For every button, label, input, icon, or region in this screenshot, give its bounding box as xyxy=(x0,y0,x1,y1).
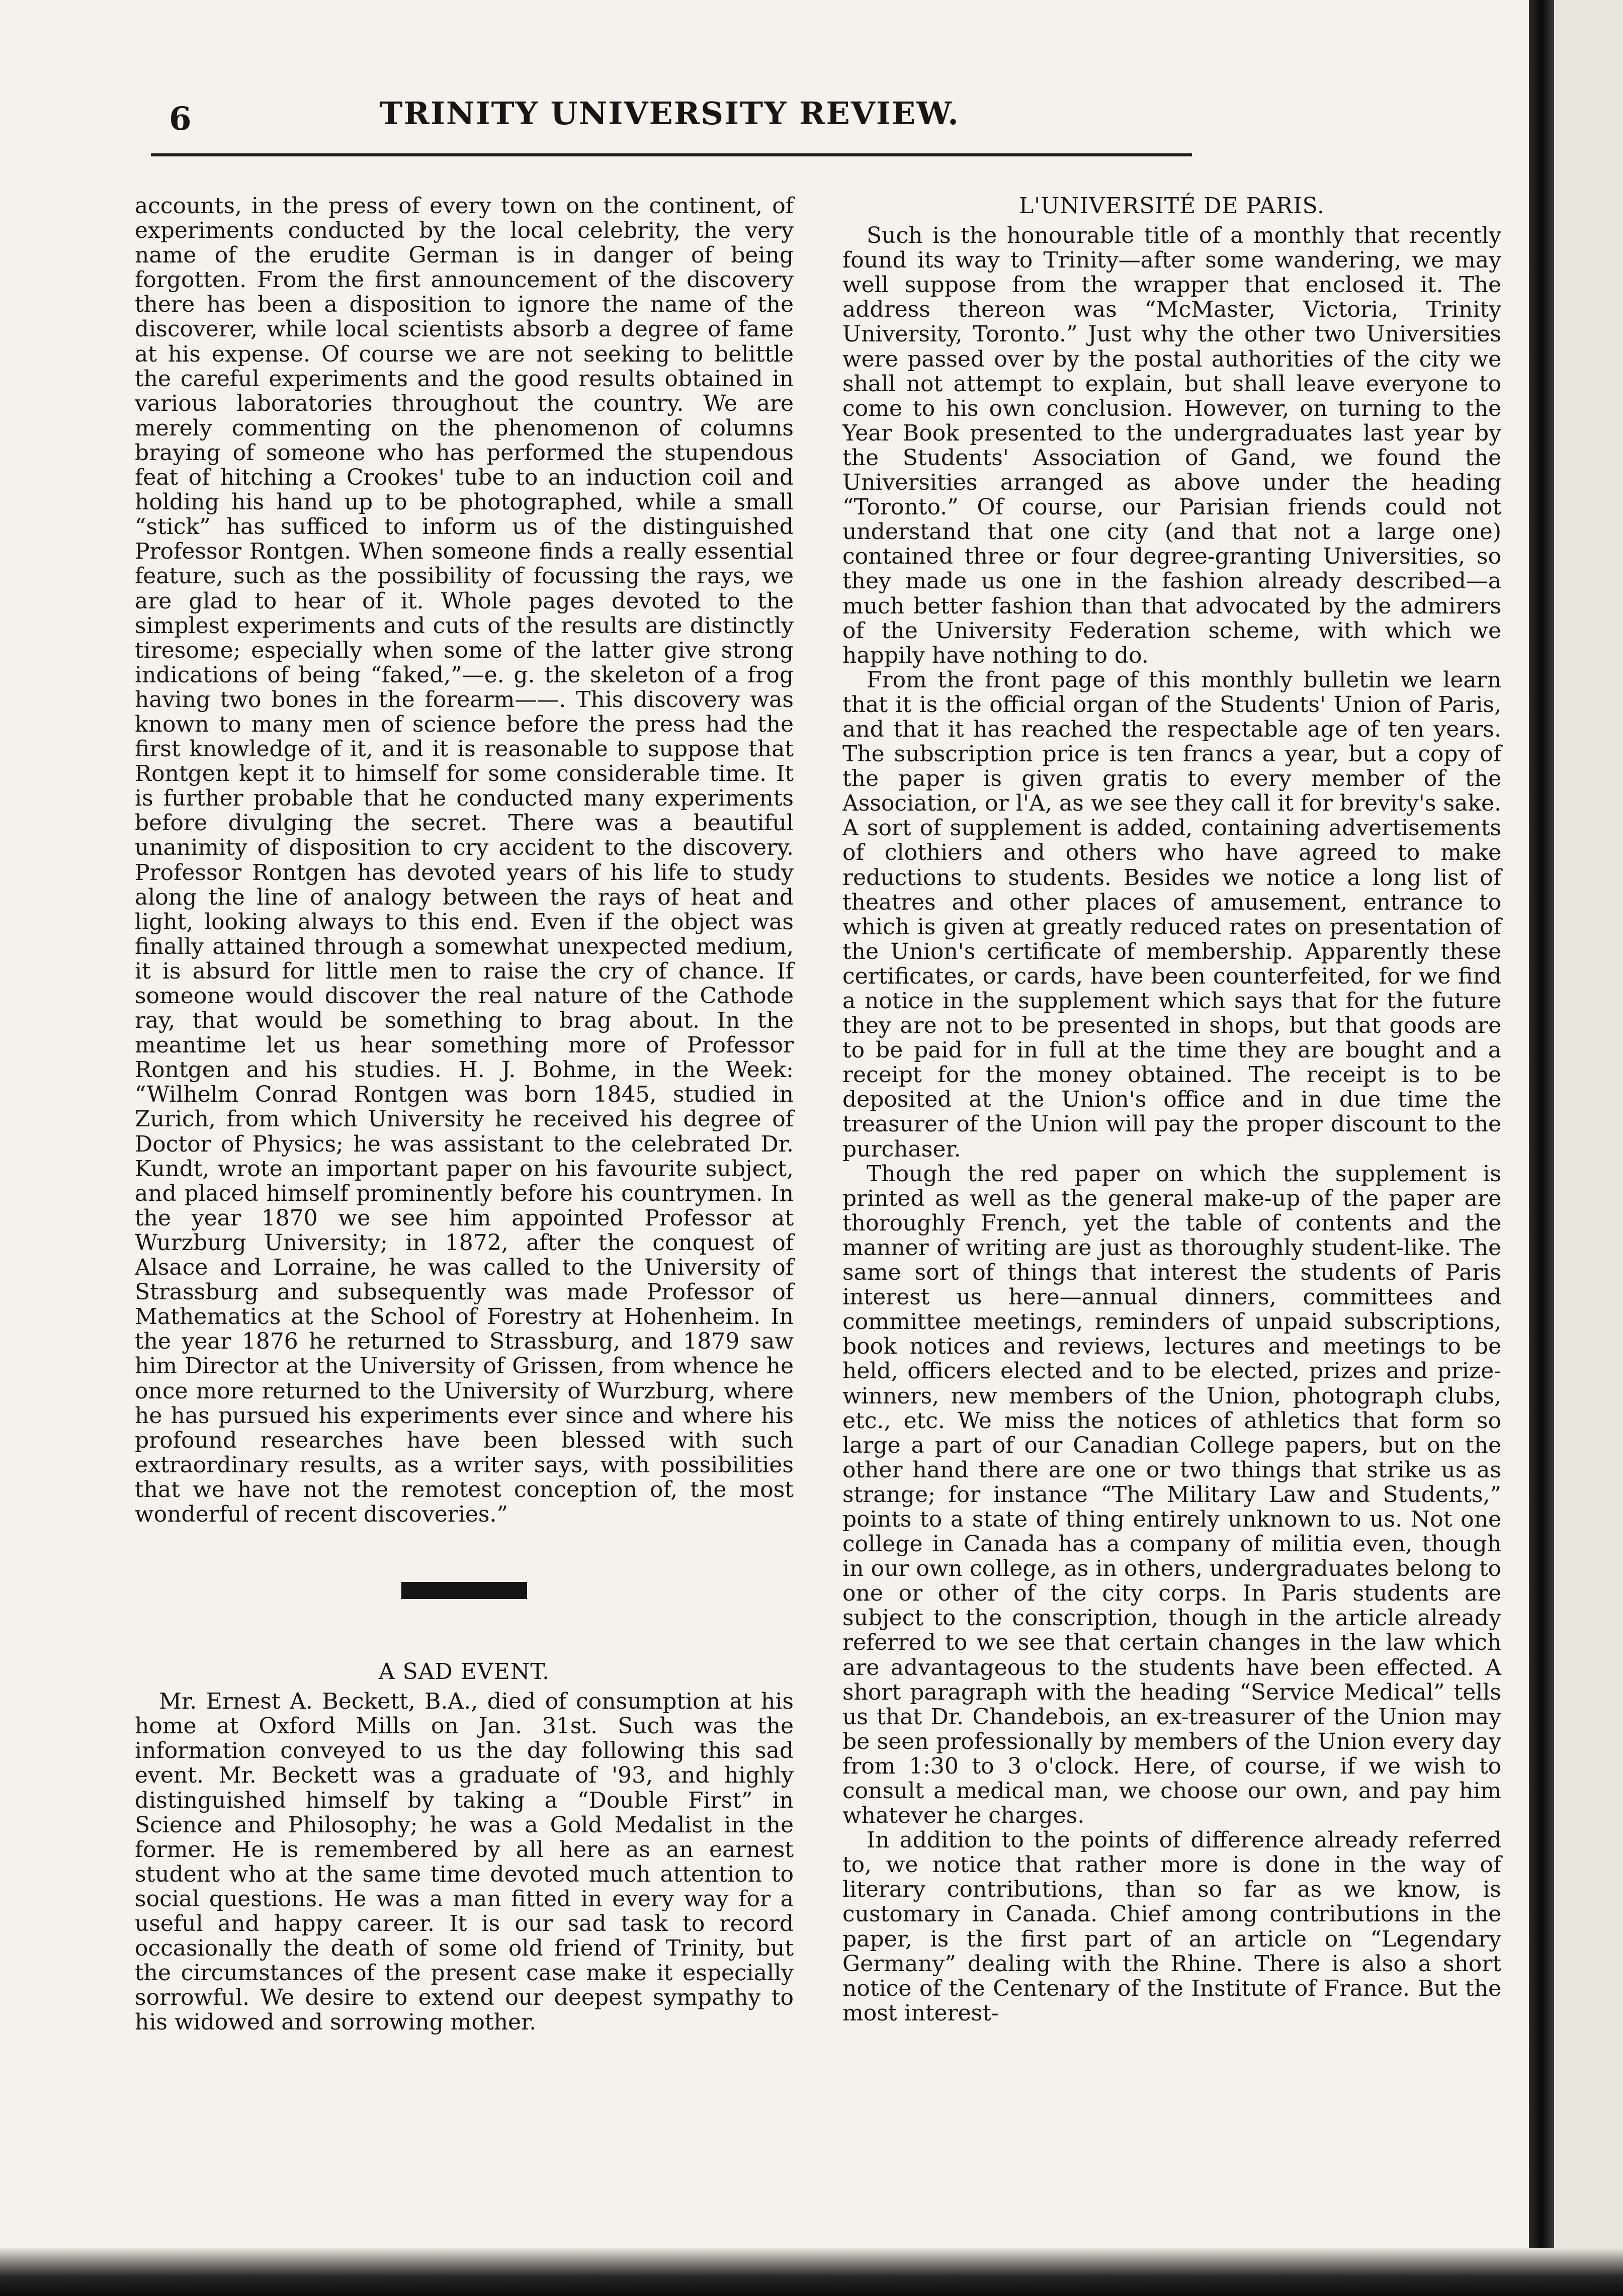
sad-event-paragraph: Mr. Ernest A. Beckett, B.A., died of consumption at his home at Oxford Mills on Jan. 31st. Such was the information conveyed to us the day following this sad event. Mr. Beckett was a graduate of '93, and highly distinguished himself by taking a “Double First” in Science and Philosophy; he was a Gold Medalist in the former. He is remembered by all here as an earnest student who at the same time devoted much attention to social questions. He was a man fitted in every way for a useful and happy career. It is our sad task to record occasionally the death of some old friend of Trinity, but the circumstances of the present case make it especially sorrowful. We desire to extend our deepest sympathy to his widowed and sorrowing mother. xyxy=(135,1689,794,2036)
publication-title: TRINITY UNIVERSITY REVIEW. xyxy=(379,95,960,132)
rontgen-article-continuation: accounts, in the press of every town on the continent, of experiments conducted by the local celebrity, the very name of the erudite German is in danger of being forgotten. From the first announcement of the discovery there has been a disposition to ignore the name of the discoverer, while local scientists absorb a degree of fame at his expense. Of course we are not seeking to belittle the careful experiments and the good results obtained in various laboratories throughout the country. We are merely commenting on the phenomenon of columns braying of someone who has performed the stupendous feat of hitching a Crookes' tube to an induction coil and holding his hand up to be photographed, while a small “stick” has sufficed to inform us of the distinguished Professor Rontgen. When someone finds a really essential feature, such as the possibility of focussing the rays, we are glad to hear of it. Whole pages devoted to the simplest experiments and cuts of the results are distinctly tiresome; especially when some of the latter give strong indications of being “faked,”—e. g. the skeleton of a frog having two bones in the forearm——. This discovery was known to many men of science before the press had the first knowledge of it, and it is reasonable to suppose that Rontgen kept it to himself for some considerable time. It is further probable that he conducted many experiments before divulging the secret. There was a beautiful unanimity of disposition to cry accident to the discovery. Professor Rontgen has devoted years of his life to study along the line of analogy between the rays of heat and light, looking always to this end. Even if the object was finally attained through a somewhat unexpected medium, it is absurd for little men to raise the cry of chance. If someone would discover the real nature of the Cathode ray, that would be something to brag about. In the meantime let us hear something more of Professor Rontgen and his studies. H. J. Bohme, in the Week: “Wilhelm Conrad Rontgen was born 1845, studied in Zurich, from which University he received his degree of Doctor of Physics; he was assistant to the celebrated Dr. Kundt, wrote an important paper on his favourite subject, and placed himself prominently before his countrymen. In the year 1870 we see him appointed Professor at Wurzburg University; in 1872, after the conquest of Alsace and Lorraine, he was called to the University of Strassburg and subsequently was made Professor of Mathematics at the School of Forestry at Hohenheim. In the year 1876 he returned to Strassburg, and 1879 saw him Director at the University of Grissen, from whence he once more returned to the University of Wurzburg, where he has pursued his experiments ever since and where his profound researches have been blessed with such extraordinary results, as a writer says, with possibilities that we have not the remotest conception of, the most wonderful of recent discoveries.” xyxy=(135,193,794,1527)
section-divider-bar xyxy=(401,1582,527,1599)
right-column xyxy=(842,194,1501,2025)
binding-gutter-shadow xyxy=(1529,0,1554,2296)
page-number: 6 xyxy=(169,100,192,138)
scan-bottom-edge xyxy=(0,2248,1623,2296)
article-paragraph: Such is the honourable title of a monthly that recently found its way to Trinity—after some wandering, we may well suppose from the wrapper that enclosed it. The address thereon was “McMaster, Victoria, Trinity University, Toronto.” Just why the other two Universities were passed over by the postal authorities of the city we shall not attempt to explain, but shall leave everyone to come to his own conclusion. However, on turning to the Year Book presented to the undergraduates last year by the Students' Association of Gand, we found the Universities arranged as above under the heading “Toronto.” Of course, our Parisian friends could not understand that one city (and that not a large one) contained three or four degree-granting Universities, so they made us one in the fashion already described—a much better fashion than that advocated by the admirers of the University Federation scheme, with which we happily have nothing to do. xyxy=(842,223,1501,668)
adjacent-page-edge xyxy=(1554,0,1623,2296)
sad-event-title: A SAD EVENT. xyxy=(378,1659,550,1685)
article-paragraph: From the front page of this monthly bulletin we learn that it is the official organ of the Students' Union of Paris, and that it has reached the respectable age of ten years. The subscription price is ten francs a year, but a copy of the paper is given gratis to every member of the Association, or l'A, as we see they call it for brevity's sake. A sort of supplement is added, containing advertisements of clothiers and others who have agreed to make reductions to students. Besides we notice a long list of theatres and other places of amusement, entrance to which is given at greatly reduced rates on presentation of the Union's certificate of membership. Apparently these certificates, or cards, have been counterfeited, for we find a notice in the supplement which says that for the future they are not to be presented in shops, but that goods are to be paid for in full at the time they are bought and a receipt for the money obtained. The receipt is to be deposited at the Union's office and in due time the treasurer of the Union will pay the proper discount to the purchaser. xyxy=(842,667,1501,1162)
header-rule xyxy=(151,153,1192,156)
universite-de-paris-title: L'UNIVERSITÉ DE PARIS. xyxy=(1018,193,1325,219)
article-paragraph: Though the red paper on which the supplement is printed as well as the general make-up of the paper are thoroughly French, yet the table of contents and the manner of writing are just as thoroughly student-like. The same sort of things that interest the students of Paris interest us here—annual dinners, committees and committee meetings, reminders of unpaid subscriptions, book notices and reviews, lectures and meetings to be held, officers elected and to be elected, prizes and prize-winners, new members of the Union, photograph clubs, etc., etc. We miss the notices of athletics that form so large a part of our Canadian College papers, but on the other hand there are one or two things that strike us as strange; for instance “The Military Law and Students,” points to a state of thing entirely unknown to us. Not one college in Canada has a company of militia even, though in our own college, as in others, undergraduates belong to one or other of the city corps. In Paris students are subject to the conscription, though in the article already referred to we see that certain changes in the law which are advantageous to the students have been effected. A short paragraph with the heading “Service Medical” tells us that Dr. Chandebois, an ex-treasurer of the Union may be seen professionally by members of the Union every day from 1:30 to 3 o'clock. Here, of course, if we wish to consult a medical man, we choose our own, and pay him whatever he charges. xyxy=(842,1161,1501,1829)
left-column xyxy=(135,194,794,2035)
article-paragraph: In addition to the points of difference already referred to, we notice that rather more is done in the way of literary contributions, than so far as we know, is customary in Canada. Chief among contributions in the paper, is the first part of an article on “Legendary Germany” dealing with the Rhine. There is also a short notice of the Centenary of the Institute of France. But the most interest- xyxy=(842,1827,1501,2026)
